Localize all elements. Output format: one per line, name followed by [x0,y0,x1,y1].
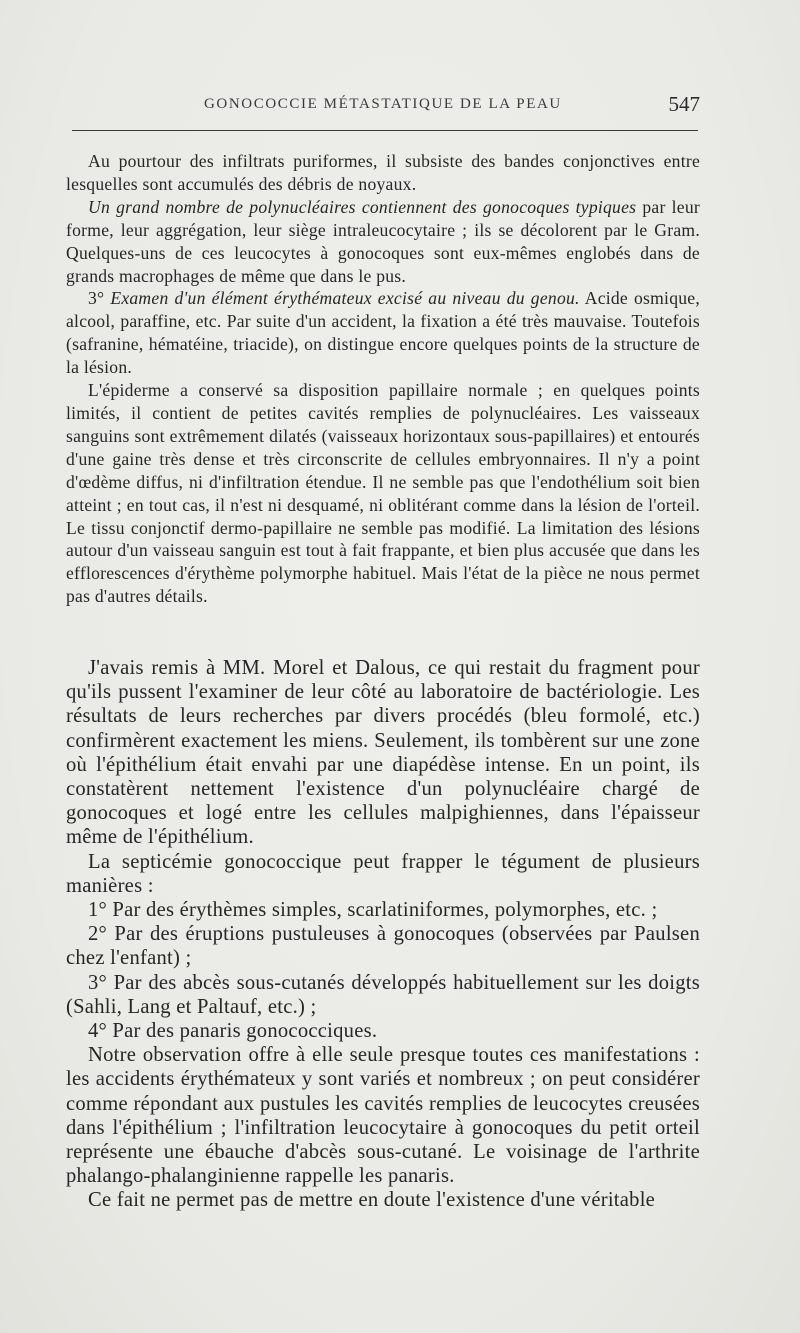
paragraph: Ce fait ne permet pas de mettre en doute l'existence d'une véritable [88,1189,656,1212]
paragraph: Notre observation offre à elle seule presque toutes ces manifestations : les accidents érythémateux y sont variés et nombreux ; on peut considérer comme répondant aux pustules les cavités remplies de leucocytes creusées dans l'épithélium ; l'infiltration leucocytaire à gonocoques du petit orteil représente une ébauche d'abcès sous-cutané. Le voisinage de l'arthrite phalango-phalanginienne rappelle les panaris. [66,1044,700,1188]
paragraph-text: par leur forme, leur aggrégation, leur siège intraleucocytaire ; ils se décolorent par le Gram. Quelques-uns de ces leucocytes à gonocoques sont eux-mêmes englobés dans de grands macrophages de même que dans le pus. [66,196,700,286]
paragraph-number: 3° [88,288,111,309]
running-head [70,92,700,118]
paragraph [66,287,700,379]
list-item: 2° Par des éruptions pustuleuses à gonocoques (observées par Paulsen chez l'enfant) ; [66,923,700,970]
paragraph-text: Au pourtour des infiltrats puriformes, il subsiste des bandes conjonctives entre lesquelles sont accumulés des débris de noyaux. [66,151,700,194]
list-item: 1° Par des érythèmes simples, scarlatiniformes, polymorphes, etc. ; [88,899,658,922]
paragraph: J'avais remis à MM. Morel et Dalous, ce qui restait du fragment pour qu'ils pussent l'examiner de leur côté au laboratoire de bactériologie. Les résultats de leurs recherches par divers procédés (bleu formolé, etc.) confirmèrent exactement les miens. Seulement, ils tombèrent sur une zone où l'épithélium était envahi par une diapédèse intense. En un point, ils constatèrent nettement l'existence d'un polynucléaire chargé de gonocoques et logé entre les cellules malpighiennes, dans l'épaisseur même de l'épithélium. [66,657,700,849]
small-print-block [66,150,700,608]
paragraph [66,150,700,196]
paragraph [66,379,700,608]
paragraph [66,196,700,288]
paragraph-text: Acide osmique, alcool, paraffine, etc. Par suite d'un accident, la fixation a été très mauvaise. Toutefois (safranine, hématéine, triacide), on distingue encore quelques points de la structure de la lésion. [66,288,700,378]
list-item: 4° Par des panaris gonococciques. [88,1020,378,1043]
running-title: GONOCOCCIE MÉTASTATIQUE DE LA PEAU [204,96,562,112]
paragraph-text: L'épiderme a conservé sa disposition papillaire normale ; en quelques points limités, il contient de petites cavités remplies de polynucléaires. Les vaisseaux sanguins sont extrêmement dilatés (vaisseaux horizontaux sous-papillaires) et entourés d'une gaine très dense et très circonscrite de cellules embryonnaires. Il n'y a point d'œdème diffus, ni d'infiltration étendue. Il ne semble pas que l'endothélium soit bien atteint ; en tout cas, il n'est ni desquamé, ni oblitérant comme dans la lésion de l'orteil. Le tissu conjonctif dermo-papillaire ne semble pas modifié. La limitation des lésions autour d'un vaisseau sanguin est tout à fait frappante, et bien plus accusée que dans les efflorescences d'érythème polymorphe habituel. Mais l'état de la pièce ne nous permet pas d'autres détails. [66,380,700,607]
paragraph: La septicémie gonococcique peut frapper le tégument de plusieurs manières : [66,850,700,897]
list-item: 3° Par des abcès sous-cutanés développés habituellement sur les doigts (Sahli, Lang et Paltauf, etc.) ; [66,971,700,1018]
paragraph-lead-italic: Un grand nombre de polynucléaires contiennent des gonocoques typiques [88,196,637,217]
header-rule [72,130,698,131]
paragraph-lead-italic: Examen d'un élément érythémateux excisé au niveau du genou. [110,288,580,309]
main-text-block [66,656,700,1213]
page-number: 547 [668,92,700,116]
